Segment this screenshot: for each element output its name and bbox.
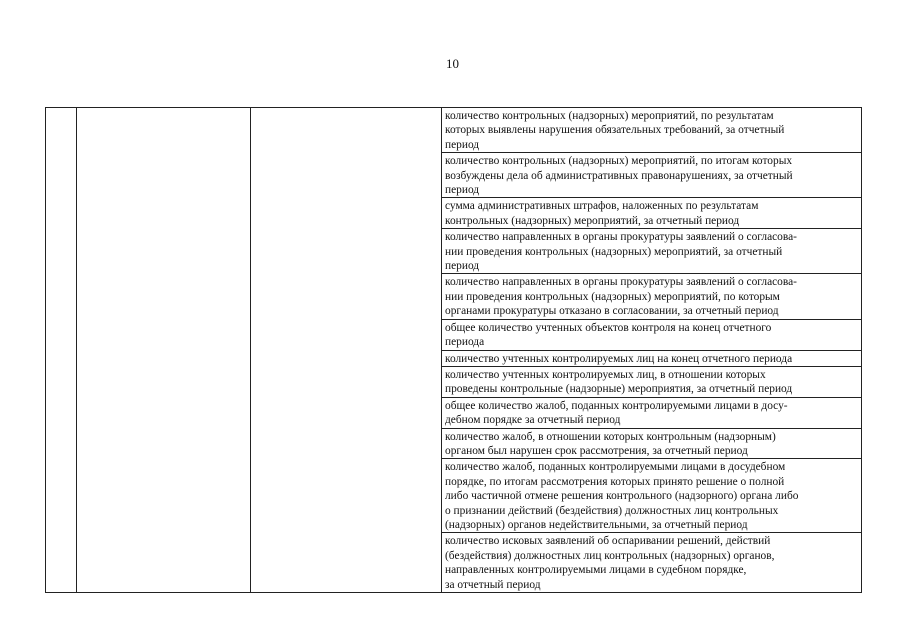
indicator-text: количество контрольных (надзорных) мероприятий, по итогам которых возбуждены дела об административных правонарушениях, за отчетный период <box>445 155 793 197</box>
indicator-text: количество направленных в органы прокуратуры заявлений о согласова- нии проведения контрольных (надзорных) мероприятий, за отчетный период <box>445 231 797 273</box>
indicator-cell <box>442 274 862 319</box>
indicator-cell <box>442 108 862 153</box>
column-a-cell <box>46 108 77 593</box>
indicator-text: количество жалоб, в отношении которых контрольным (надзорным) органом был нарушен срок рассмотрения, за отчетный период <box>445 430 776 457</box>
column-b-cell <box>77 108 251 593</box>
indicator-cell <box>442 428 862 459</box>
page-number: 10 <box>446 56 459 71</box>
indicator-cell <box>442 198 862 229</box>
indicator-cell <box>442 153 862 198</box>
indicator-text: количество направленных в органы прокуратуры заявлений о согласова- нии проведения контрольных (надзорных) мероприятий, по которым органами прокуратуры отказано в согласовании, за отчетный период <box>445 276 797 318</box>
indicator-cell <box>442 319 862 350</box>
indicators-table-body <box>46 108 862 593</box>
indicator-cell <box>442 397 862 428</box>
indicator-text: общее количество учтенных объектов контроля на конец отчетного периода <box>445 321 772 349</box>
column-c-cell <box>251 108 442 593</box>
indicator-text: количество учтенных контролируемых лиц, в отношении которых проведены контрольные (надзорные) мероприятия, за отчетный период <box>445 368 793 396</box>
indicator-text: количество исковых заявлений об оспаривании решений, действий (бездействия) должностных лиц контрольных (надзорных) органов, направленных контролируемыми лицами в судебном порядке, за отчетный период <box>445 535 775 591</box>
indicators-table <box>45 107 862 593</box>
indicator-cell <box>442 366 862 397</box>
indicator-text: количество жалоб, поданных контролируемыми лицами в досудебном порядке, по итогам рассмотрения которых принято решение о полной либо частичной отмене решения контрольного (надзорного) органа либо о признании действий (бездействия) должностных лиц контрольных (надзорных) органов недействительными, за отчетный период <box>445 461 799 531</box>
indicator-text: сумма административных штрафов, наложенных по результатам контрольных (надзорных) мероприятий, за отчетный период <box>445 200 759 227</box>
indicator-text: количество контрольных (надзорных) мероприятий, по результатам которых выявлены нарушения обязательных требований, за отчетный период <box>445 110 785 151</box>
indicator-text: общее количество жалоб, поданных контролируемыми лицами в досу- дебном порядке за отчетный период <box>445 399 788 427</box>
indicator-cell <box>442 533 862 593</box>
indicator-cell <box>442 229 862 274</box>
indicator-cell <box>442 350 862 366</box>
indicator-cell <box>442 459 862 533</box>
indicator-text: количество учтенных контролируемых лиц на конец отчетного периода <box>445 352 793 365</box>
table-row <box>46 108 862 153</box>
